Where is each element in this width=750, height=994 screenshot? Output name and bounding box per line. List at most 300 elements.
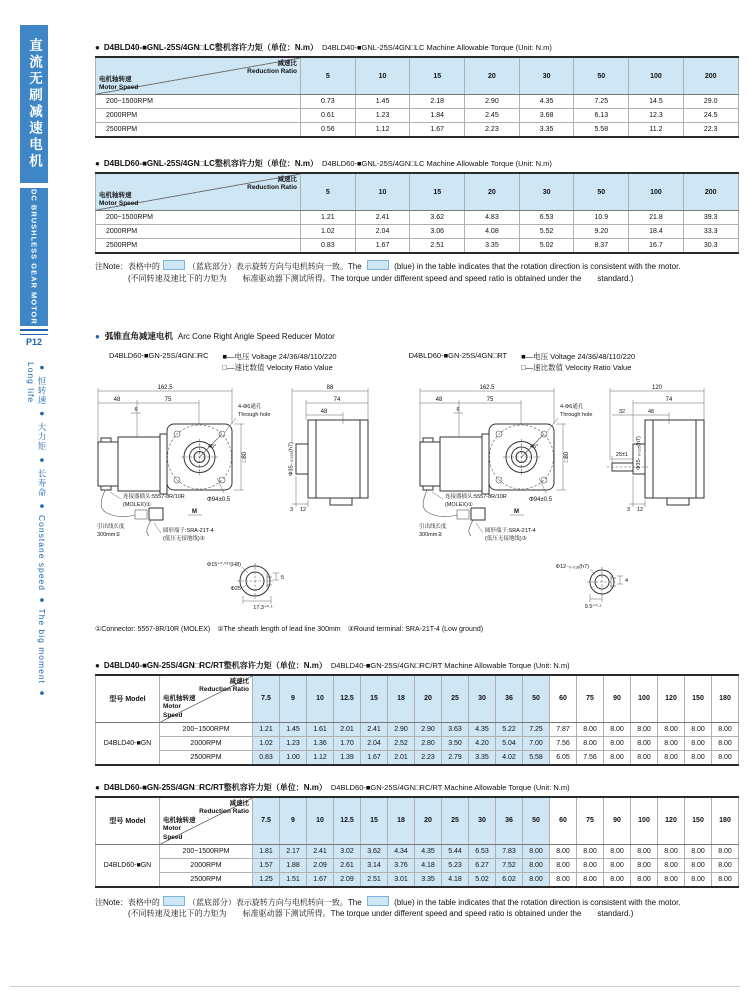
key-width-label: 17.3⁺⁰·¹ [253, 604, 273, 611]
torque-value-cell: 1.81 [253, 844, 280, 858]
torque-value-cell: 2.51 [410, 239, 465, 254]
torque-value-cell: 7.00 [523, 736, 550, 750]
ratio-header-cell: 36 [496, 797, 523, 845]
torque-value-cell: 1.45 [280, 722, 307, 736]
torque-value-cell: 8.00 [658, 844, 685, 858]
ratio-header-cell: 10 [307, 797, 334, 845]
lead-length-label: 引出线长度 [419, 523, 447, 530]
blue-legend-swatch [367, 260, 389, 270]
torque-value-cell: 1.12 [355, 123, 410, 138]
ratio-header-cell: 25 [442, 675, 469, 723]
torque-value-cell: 3.68 [519, 109, 574, 123]
blue-legend-swatch [163, 260, 185, 270]
reduction-ratio-corner-cell: 减速比 Reduction Ratio 电机轴转速 Motor Speed [96, 57, 301, 95]
note-text: （蓝底部分）表示旋转方向与电机转向一致。The [187, 897, 362, 907]
dim-label: 75 [486, 396, 494, 403]
table2-title-cn: D4BLD60-■GNL-25S/4GN□LC整机容许力矩（单位：N.m） [103, 159, 318, 168]
ratio-header-cell: 50 [574, 57, 629, 95]
torque-value-cell: 6.53 [519, 211, 574, 225]
ratio-header-cell: 30 [469, 675, 496, 723]
torque-value-cell: 2.79 [442, 750, 469, 765]
ratio-header-cell: 36 [496, 675, 523, 723]
torque-value-cell: 8.00 [631, 872, 658, 887]
holes-label: 4-Φ6通孔 [560, 403, 584, 410]
dim-label: 6 [456, 406, 460, 413]
torque-value-cell: 8.00 [712, 750, 739, 765]
note-text: 注Note：表格中的 [95, 262, 160, 271]
motor-speed-cell: 2500RPM [160, 750, 253, 765]
ratio-header-cell: 7.5 [253, 797, 280, 845]
torque-value-cell: 4.18 [415, 858, 442, 872]
torque-value-cell: 8.00 [523, 858, 550, 872]
torque-value-cell: 10.9 [574, 211, 629, 225]
torque-value-cell: 8.00 [523, 844, 550, 858]
table1-title [95, 42, 738, 53]
torque-table [95, 796, 739, 888]
torque-value-cell: 3.62 [410, 211, 465, 225]
torque-value-cell: 8.00 [658, 858, 685, 872]
torque-value-cell: 5.58 [574, 123, 629, 138]
ratio-header-cell: 60 [550, 675, 577, 723]
torque-value-cell: 2.09 [307, 858, 334, 872]
terminal-label: 圆形端子:SRA-21T-4 [485, 527, 536, 534]
ratio-header-cell: 60 [550, 797, 577, 845]
ratio-header-cell: 30 [519, 57, 574, 95]
ratio-header-cell: 20 [465, 173, 520, 211]
note-text: 注Note：表格中的 [95, 897, 160, 907]
torque-value-cell: 1.23 [280, 736, 307, 750]
torque-value-cell: 0.83 [253, 750, 280, 765]
gap-label: 3 [290, 506, 294, 513]
ratio-header-cell: 20 [415, 675, 442, 723]
rear-dim-label: 74 [333, 396, 341, 403]
ratio-header-cell: 100 [629, 57, 684, 95]
rear-dim-label: 32 [618, 408, 626, 415]
ratio-header-cell: 100 [631, 797, 658, 845]
hub-dia-label: Φ25 [230, 585, 241, 592]
table1-title-cn: D4BLD40-■GNL-25S/4GN□LC整机容许力矩（单位：N.m） [103, 43, 318, 52]
torque-value-cell: 3.50 [442, 736, 469, 750]
torque-value-cell: 1.23 [355, 109, 410, 123]
m-label: M [514, 508, 519, 515]
torque-value-cell: 1.70 [334, 736, 361, 750]
motor-speed-cell: 2000RPM [96, 225, 301, 239]
angle-label: 45° [208, 443, 217, 450]
torque-value-cell: 3.63 [442, 722, 469, 736]
table4-title-en: D4BLD60-■GN-25S/4GN□RC/RT Machine Allowable Torque (Unit: N.m) [330, 782, 570, 792]
ratio-header-cell: 10 [307, 675, 334, 723]
torque-value-cell: 18.4 [629, 225, 684, 239]
torque-value-cell: 4.83 [465, 211, 520, 225]
ratio-header-cell: 200 [683, 57, 738, 95]
table2-title-en: D4BLD60-■GNL-25S/4GN□LC Machine Allowable Torque (Unit: N.m) [321, 159, 552, 168]
terminal-note: (低压无接地线)③ [163, 535, 205, 542]
bullet-icon: ● [95, 782, 100, 792]
right-dimension-drawing [417, 380, 717, 617]
dim-label: 75 [164, 396, 172, 403]
torque-value-cell: 4.35 [519, 95, 574, 109]
connector-mark: (MOLEX)① [123, 501, 151, 508]
ratio-header-cell: 12.5 [334, 797, 361, 845]
motor-speed-cell: 200~1500RPM [160, 722, 253, 736]
torque-value-cell: 1.12 [307, 750, 334, 765]
square-dim-label: □80 [242, 451, 248, 462]
ratio-header-cell: 50 [523, 675, 550, 723]
ratio-header-cell: 18 [388, 797, 415, 845]
torque-value-cell: 2.90 [388, 722, 415, 736]
motor-speed-cell: 2000RPM [160, 858, 253, 872]
right-model-code: D4BLD60-■GN-25S/4GN□RT [408, 351, 508, 361]
torque-value-cell: 1.02 [301, 225, 356, 239]
torque-value-cell: 8.00 [550, 844, 577, 858]
model-legends [95, 351, 738, 374]
torque-value-cell: 6.02 [496, 872, 523, 887]
torque-value-cell: 8.37 [574, 239, 629, 254]
model-header-cell: 型号 Model [96, 675, 160, 723]
torque-value-cell: 29.0 [683, 95, 738, 109]
table3-title-cn: D4BLD40-■GN-25S/4GN□RC/RT整机容许力矩（单位：N.m） [103, 660, 327, 670]
ratio-header-cell: 120 [658, 675, 685, 723]
torque-value-cell: 8.00 [712, 858, 739, 872]
ratio-header-cell: 200 [683, 173, 738, 211]
torque-value-cell: 8.00 [685, 844, 712, 858]
motor-speed-cell: 200~1500RPM [96, 211, 301, 225]
torque-value-cell: 1.21 [253, 722, 280, 736]
blue-legend-swatch [367, 896, 389, 906]
table4-mount [95, 796, 738, 888]
torque-value-cell: 8.00 [604, 736, 631, 750]
torque-value-cell: 8.00 [631, 858, 658, 872]
torque-value-cell: 5.02 [519, 239, 574, 254]
torque-value-cell: 1.39 [334, 750, 361, 765]
rear-width-label: 88 [326, 384, 334, 391]
torque-value-cell: 24.5 [683, 109, 738, 123]
left-dimension-drawing [95, 380, 395, 617]
torque-value-cell: 11.2 [629, 123, 684, 138]
torque-value-cell: 21.8 [629, 211, 684, 225]
shaft-dia-label: Φ12₋₀.₀₁₈(h7) [555, 563, 589, 570]
bullet-icon: ● [95, 159, 100, 168]
main-content [95, 0, 738, 920]
key-height-label: 5 [281, 574, 285, 581]
torque-value-cell: 8.00 [631, 750, 658, 765]
torque-value-cell: 12.3 [629, 109, 684, 123]
torque-value-cell: 7.83 [496, 844, 523, 858]
torque-value-cell: 8.00 [658, 722, 685, 736]
torque-value-cell: 1.57 [253, 858, 280, 872]
torque-value-cell: 8.00 [604, 858, 631, 872]
torque-value-cell: 2.41 [355, 211, 410, 225]
drawing-footnote: ①Connector: 5557-8R/10R (MOLEX) ②The sheath length of lead line 300mm ③Round terminal: SRA-21T-4 (Low ground) [95, 625, 484, 633]
table3-mount [95, 674, 738, 766]
page-bottom-rule [10, 986, 740, 987]
torque-value-cell: 9.20 [574, 225, 629, 239]
connector-label: 连接器插头:5557-8R/10R [123, 493, 185, 500]
bore-dia-label: Φ15⁺⁰·⁰²⁷(H8) [206, 561, 241, 568]
connector-mark: (MOLEX)① [445, 501, 473, 508]
torque-value-cell: 0.56 [301, 123, 356, 138]
holes-label-en: Through hole [238, 411, 271, 418]
motor-speed-cell: 2000RPM [160, 736, 253, 750]
torque-value-cell: 8.00 [631, 736, 658, 750]
ratio-header-cell: 15 [410, 57, 465, 95]
ratio-header-cell: 5 [301, 173, 356, 211]
torque-value-cell: 33.3 [683, 225, 738, 239]
table4-title-cn: D4BLD60-■GN-25S/4GN□RC/RT整机容许力矩（单位：N.m） [103, 782, 327, 792]
terminal-label: 圆形端子:SRA-21T-4 [163, 527, 214, 534]
note-line2: (不同转速及速比下的力矩为 标准驱动器下测试所得。The torque under different speed and speed ratio is obtained under the standard.) [128, 273, 634, 283]
motor-speed-cell: 2500RPM [96, 123, 301, 138]
square-dim-label: □80 [564, 451, 570, 462]
note-block [95, 896, 738, 920]
torque-value-cell: 4.35 [415, 844, 442, 858]
table4-title [95, 782, 738, 793]
torque-value-cell: 6.05 [550, 750, 577, 765]
bolt-circle-label: Φ94±0.5 [529, 496, 553, 503]
section-title-en: Arc Cone Right Angle Speed Reducer Motor [177, 332, 335, 342]
torque-value-cell: 1.67 [410, 123, 465, 138]
reduction-ratio-corner-cell: 减速比 Reduction Ratio 电机轴转速 Motor Speed [160, 797, 253, 845]
torque-value-cell: 14.5 [629, 95, 684, 109]
note-line2: (不同转速及速比下的力矩为 标准驱动器下测试所得。The torque under different speed and speed ratio is obtained under the standard.) [128, 909, 634, 919]
ratio-header-cell: 50 [574, 173, 629, 211]
ratio-legend: □—速比数值 Velocity Ratio Value [222, 363, 333, 373]
torque-value-cell: 7.87 [550, 722, 577, 736]
torque-value-cell: 8.00 [577, 736, 604, 750]
torque-value-cell: 1.36 [307, 736, 334, 750]
torque-value-cell: 3.06 [410, 225, 465, 239]
torque-value-cell: 8.00 [685, 750, 712, 765]
torque-value-cell: 0.61 [301, 109, 356, 123]
sidebar-divider [20, 329, 48, 335]
ratio-header-cell: 50 [523, 797, 550, 845]
torque-value-cell: 3.35 [469, 750, 496, 765]
ratio-header-cell: 150 [685, 797, 712, 845]
section-header [95, 330, 738, 342]
rear-dim-label: 48 [647, 408, 655, 415]
torque-value-cell: 8.00 [604, 872, 631, 887]
ratio-legend: □—速比数值 Velocity Ratio Value [521, 363, 632, 373]
ratio-header-cell: 18 [388, 675, 415, 723]
torque-value-cell: 30.3 [683, 239, 738, 254]
torque-value-cell: 5.52 [519, 225, 574, 239]
torque-value-cell: 5.58 [523, 750, 550, 765]
drawings [95, 380, 738, 620]
ratio-header-cell: 15 [410, 173, 465, 211]
rear-width-label: 120 [651, 384, 663, 391]
torque-value-cell: 3.35 [415, 872, 442, 887]
ratio-header-cell: 180 [712, 675, 739, 723]
dim-label: 48 [113, 396, 121, 403]
rear-dim-label: 48 [320, 408, 328, 415]
torque-value-cell: 3.76 [388, 858, 415, 872]
model-cell: D4BLD40-■GN [96, 722, 160, 765]
ratio-header-cell: 100 [629, 173, 684, 211]
left-model-code: D4BLD60-■GN-25S/4GN□RC [109, 351, 209, 361]
sidebar-title-en: DC BRUSHLESS GEAR MOTOR [20, 188, 48, 326]
torque-value-cell: 3.02 [334, 844, 361, 858]
torque-value-cell: 1.25 [253, 872, 280, 887]
motor-speed-cell: 2500RPM [160, 872, 253, 887]
lead-length-value: 300mm② [419, 531, 443, 538]
torque-value-cell: 8.00 [631, 844, 658, 858]
torque-value-cell: 8.00 [577, 872, 604, 887]
torque-value-cell: 8.00 [604, 722, 631, 736]
ratio-header-cell: 30 [519, 173, 574, 211]
ratio-header-cell: 100 [631, 675, 658, 723]
ratio-header-cell: 30 [469, 797, 496, 845]
sidebar-features: ● 恒转速 ● 大力矩 ● 长寿命 ● Constane speed ● The big moment ● Long life [26, 362, 47, 699]
ratio-header-cell: 15 [361, 675, 388, 723]
sidebar-title-cn: 直流无刷减速电机 [20, 25, 48, 183]
ratio-header-cell: 9 [280, 675, 307, 723]
torque-value-cell: 5.23 [442, 858, 469, 872]
holes-label-en: Through hole [560, 411, 593, 418]
note-text: (blue) in the table indicates that the rotation direction is consistent with the motor. [394, 897, 681, 907]
torque-value-cell: 3.01 [388, 872, 415, 887]
note-text: (blue) in the table indicates that the rotation direction is consistent with the motor. [394, 262, 681, 271]
torque-value-cell: 1.67 [361, 750, 388, 765]
ratio-header-cell: 7.5 [253, 675, 280, 723]
lead-length-value: 300mm② [97, 531, 121, 538]
torque-value-cell: 6.27 [469, 858, 496, 872]
torque-value-cell: 2.01 [388, 750, 415, 765]
dim-label: 48 [435, 396, 443, 403]
torque-value-cell: 4.08 [465, 225, 520, 239]
ratio-header-cell: 9 [280, 797, 307, 845]
torque-value-cell: 5.44 [442, 844, 469, 858]
torque-value-cell: 7.25 [523, 722, 550, 736]
torque-value-cell: 8.00 [604, 750, 631, 765]
bullet-icon: ● [95, 332, 100, 342]
section-title-cn: 弧锥直角减速电机 [104, 331, 173, 342]
ratio-header-cell: 90 [604, 797, 631, 845]
legend-lines [223, 351, 337, 374]
reduction-ratio-corner-cell: 减速比 Reduction Ratio 电机轴转速 Motor Speed [160, 675, 253, 723]
torque-value-cell: 8.00 [712, 844, 739, 858]
ratio-header-cell: 75 [577, 675, 604, 723]
torque-value-cell: 2.90 [465, 95, 520, 109]
shaft-length-label: 25±1 [615, 451, 629, 458]
torque-value-cell: 2.18 [410, 95, 465, 109]
motor-speed-cell: 2500RPM [96, 239, 301, 254]
note-text: （蓝底部分）表示旋转方向与电机转向一致。The [187, 262, 362, 271]
torque-value-cell: 8.00 [577, 858, 604, 872]
torque-value-cell: 1.67 [307, 872, 334, 887]
voltage-legend: ■—电压 Voltage 24/36/48/110/220 [222, 352, 337, 362]
torque-value-cell: 0.73 [301, 95, 356, 109]
ratio-header-cell: 180 [712, 797, 739, 845]
bullet-icon: ● [95, 660, 100, 670]
boss-length-label: 12 [300, 506, 307, 513]
table3-title [95, 660, 738, 671]
torque-table [95, 56, 739, 138]
dim-label: 162.5 [479, 384, 495, 391]
torque-value-cell: 1.02 [253, 736, 280, 750]
torque-value-cell: 2.45 [465, 109, 520, 123]
torque-value-cell: 5.02 [469, 872, 496, 887]
torque-value-cell: 2.23 [415, 750, 442, 765]
torque-value-cell: 1.45 [355, 95, 410, 109]
torque-value-cell: 16.7 [629, 239, 684, 254]
holes-label: 4-Φ6通孔 [238, 403, 262, 410]
torque-value-cell: 1.67 [355, 239, 410, 254]
torque-value-cell: 2.90 [415, 722, 442, 736]
terminal-note: (低压无接地线)③ [485, 535, 527, 542]
connector-label: 连接器插头:5557-8R/10R [445, 493, 507, 500]
ratio-header-cell: 10 [355, 57, 410, 95]
torque-value-cell: 6.13 [574, 109, 629, 123]
torque-value-cell: 2.01 [334, 722, 361, 736]
bolt-circle-label: Φ94±0.5 [207, 496, 231, 503]
torque-value-cell: 8.00 [550, 872, 577, 887]
angle-label: 45° [530, 443, 539, 450]
ratio-header-cell: 10 [355, 173, 410, 211]
torque-value-cell: 39.3 [683, 211, 738, 225]
torque-value-cell: 8.00 [712, 872, 739, 887]
torque-value-cell: 3.35 [519, 123, 574, 138]
boss-dia-label: Φ35₋₀.₀₂₅(h7) [636, 435, 642, 470]
torque-table [95, 674, 739, 766]
note-block [95, 260, 738, 284]
boss-length-label: 12 [637, 506, 644, 513]
note-line1 [95, 260, 738, 273]
ratio-header-cell: 90 [604, 675, 631, 723]
voltage-legend: ■—电压 Voltage 24/36/48/110/220 [521, 352, 636, 362]
motor-speed-cell: 2000RPM [96, 109, 301, 123]
ratio-header-cell: 15 [361, 797, 388, 845]
model-header-cell: 型号 Model [96, 797, 160, 845]
torque-value-cell: 4.02 [496, 750, 523, 765]
reduction-ratio-corner-cell: 减速比 Reduction Ratio 电机轴转速 Motor Speed [96, 173, 301, 211]
torque-value-cell: 2.80 [415, 736, 442, 750]
torque-value-cell: 2.04 [361, 736, 388, 750]
torque-value-cell: 2.23 [465, 123, 520, 138]
torque-value-cell: 22.3 [683, 123, 738, 138]
torque-value-cell: 7.25 [574, 95, 629, 109]
torque-value-cell: 5.04 [496, 736, 523, 750]
torque-value-cell: 2.09 [334, 872, 361, 887]
dim-label: 6 [134, 406, 138, 413]
torque-value-cell: 8.00 [523, 872, 550, 887]
motor-speed-cell: 200~1500RPM [96, 95, 301, 109]
torque-value-cell: 7.56 [550, 736, 577, 750]
model-cell: D4BLD60-■GN [96, 844, 160, 887]
torque-value-cell: 4.34 [388, 844, 415, 858]
torque-value-cell: 8.00 [685, 872, 712, 887]
rear-dim-label: 74 [665, 396, 673, 403]
torque-value-cell: 4.35 [469, 722, 496, 736]
torque-value-cell: 2.41 [307, 844, 334, 858]
ratio-header-cell: 12.5 [334, 675, 361, 723]
torque-value-cell: 7.52 [496, 858, 523, 872]
torque-value-cell: 2.51 [361, 872, 388, 887]
torque-value-cell: 1.88 [280, 858, 307, 872]
torque-value-cell: 8.00 [685, 858, 712, 872]
key-depth-label: 9.5⁺⁰·¹ [584, 603, 602, 610]
torque-value-cell: 3.62 [361, 844, 388, 858]
table1-title-en: D4BLD40-■GNL-25S/4GN□LC Machine Allowable Torque (Unit: N.m) [321, 43, 552, 52]
lead-length-label: 引出线长度 [97, 523, 125, 530]
torque-value-cell: 8.00 [550, 858, 577, 872]
legend-lines [521, 351, 635, 374]
gap-label: 3 [627, 506, 631, 513]
ratio-header-cell: 20 [415, 797, 442, 845]
ratio-header-cell: 150 [685, 675, 712, 723]
table3-title-en: D4BLD40-■GN-25S/4GN□RC/RT Machine Allowable Torque (Unit: N.m) [330, 660, 570, 670]
torque-value-cell: 8.00 [685, 722, 712, 736]
torque-value-cell: 8.00 [685, 736, 712, 750]
